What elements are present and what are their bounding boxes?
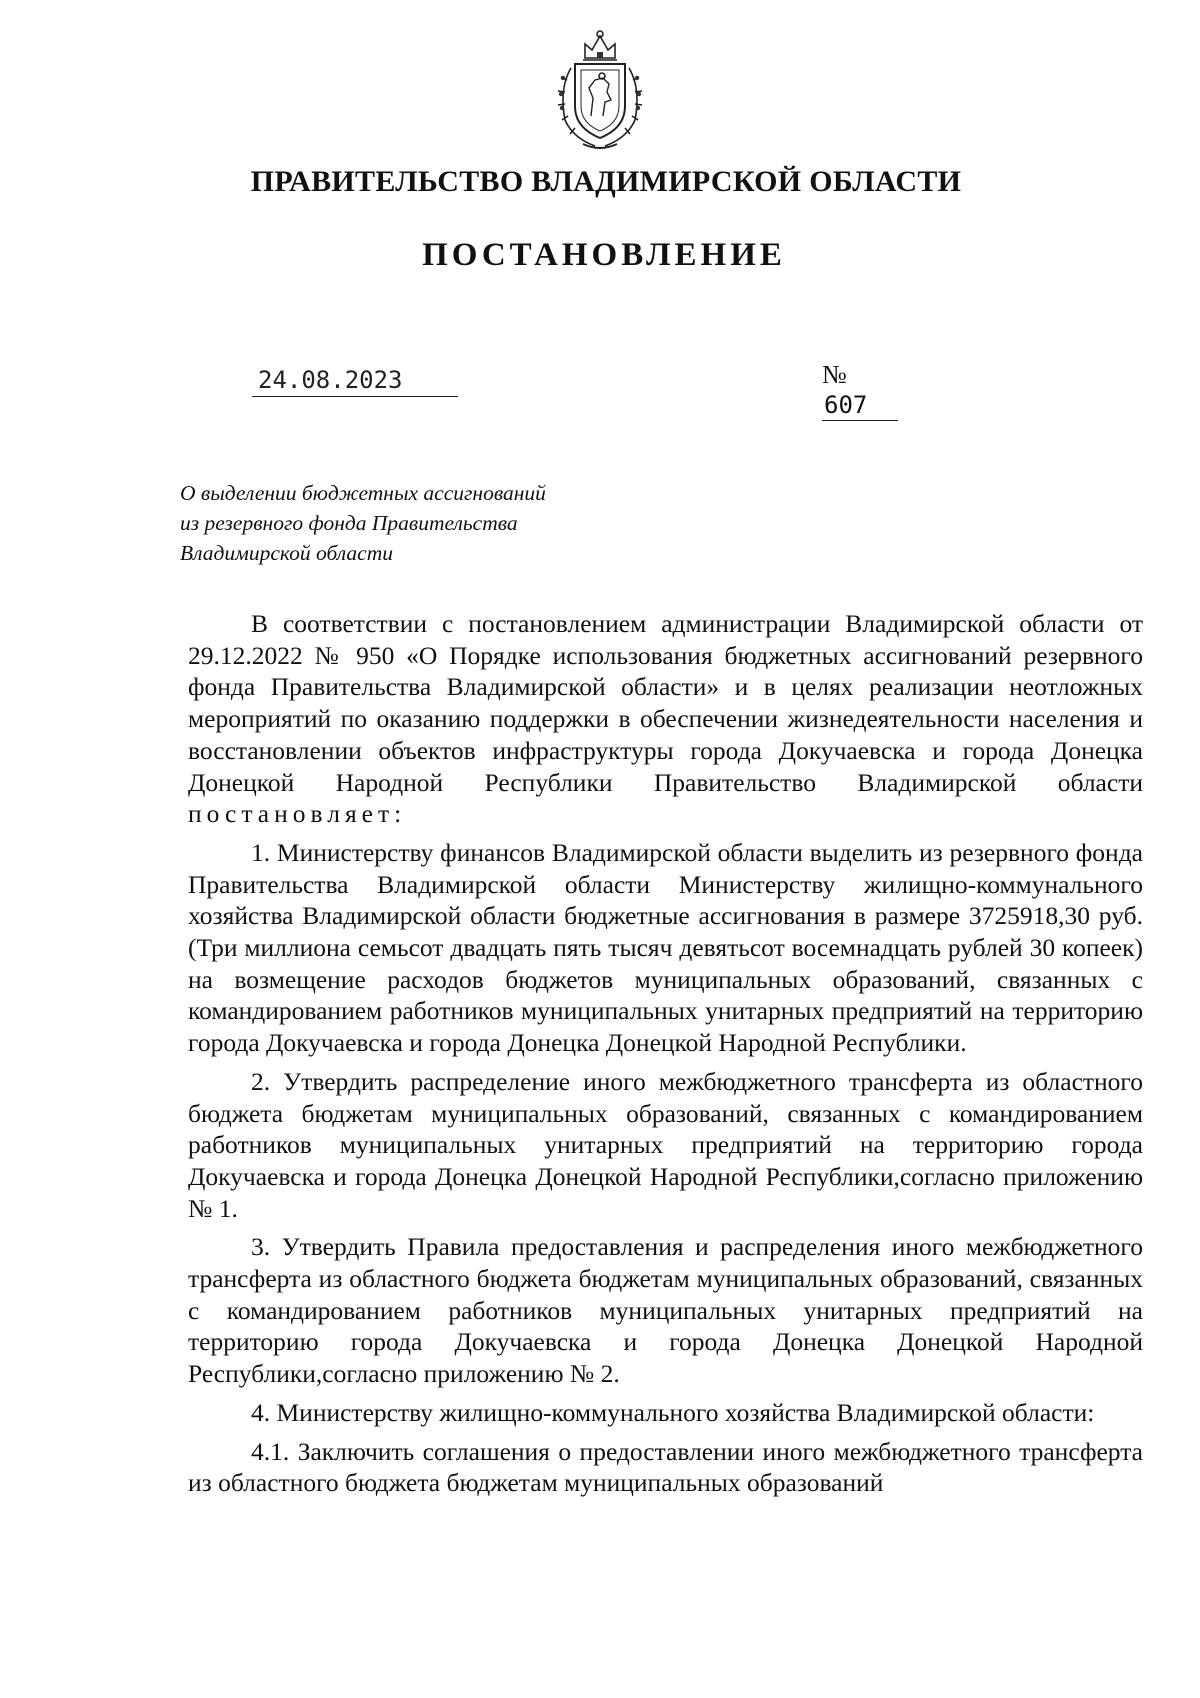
subject-line: О выделении бюджетных ассигнований [180,481,546,505]
paragraph-2: 2. Утвердить распределение иного межбюджетного трансферта из областного бюджета бюджетам муниципальных образований, связанных с командированием работников муниципальных унитарных предприятий на территорию города Докучаевска и города Донецка Донецкой Народной Республики,согласно приложению № 1. [188,1066,1143,1223]
paragraph-4: 4. Министерству жилищно-коммунального хозяйства Владимирской области: [251,1397,1095,1427]
organization-title: ПРАВИТЕЛЬСТВО ВЛАДИМИРСКОЙ ОБЛАСТИ [250,165,962,198]
document-type-heading: ПОСТАНОВЛЕНИЕ [422,237,786,273]
preamble-paragraph [188,608,1143,830]
document-date: 24.08.2023 [252,365,458,397]
document-body [188,608,1143,1499]
subject-line: Владимирской области [180,541,393,565]
subject-line: из резервного фонда Правительства [180,511,518,535]
preamble-verb: постановляет: [188,799,407,829]
preamble-text: В соответствии с постановлением администрации Владимирской области от 29.12.2022 № 950 «О Порядке использования бюджетных ассигнований резервного фонда Правительства Владимирской области» и в целях реализации неотложных мероприятий по оказанию поддержки в обеспечении жизнедеятельности населения и восстановлении объектов инфраструктуры города Докучаевска и города Донецка Донецкой Народной Республики Правительство Владимирской области [188,609,1143,797]
paragraph-4-1: 4.1. Заключить соглашения о предоставлении иного межбюджетного трансферта из областного бюджета бюджетам муниципальных образований [188,1436,1143,1498]
document-number-value: 607 [822,390,898,421]
number-sign: № [822,360,847,389]
paragraph-1: 1. Министерству финансов Владимирской области выделить из резервного фонда Правительства Владимирской области Министерству жилищно-коммунального хозяйства Владимирской области бюджетные ассигнования в размере 3725918,30 руб. (Три миллиона семьсот двадцать пять тысяч девятьсот восемнадцать рублей 30 копеек) на возмещение расходов бюджетов муниципальных образований, связанных с командированием работников муниципальных унитарных предприятий на территорию города Докучаевска и города Донецка Донецкой Народной Республики. [188,837,1143,1058]
document-number [822,360,922,421]
paragraph-3: 3. Утвердить Правила предоставления и распределения иного межбюджетного трансферта из областного бюджета бюджетам муниципальных образований, связанных с командированием работников муниципальных унитарных предприятий на территорию города Докучаевска и города Донецка Донецкой Народной Республики,согласно приложению № 2. [188,1232,1143,1389]
document-subject [180,478,660,568]
coat-of-arms-icon [545,28,655,152]
